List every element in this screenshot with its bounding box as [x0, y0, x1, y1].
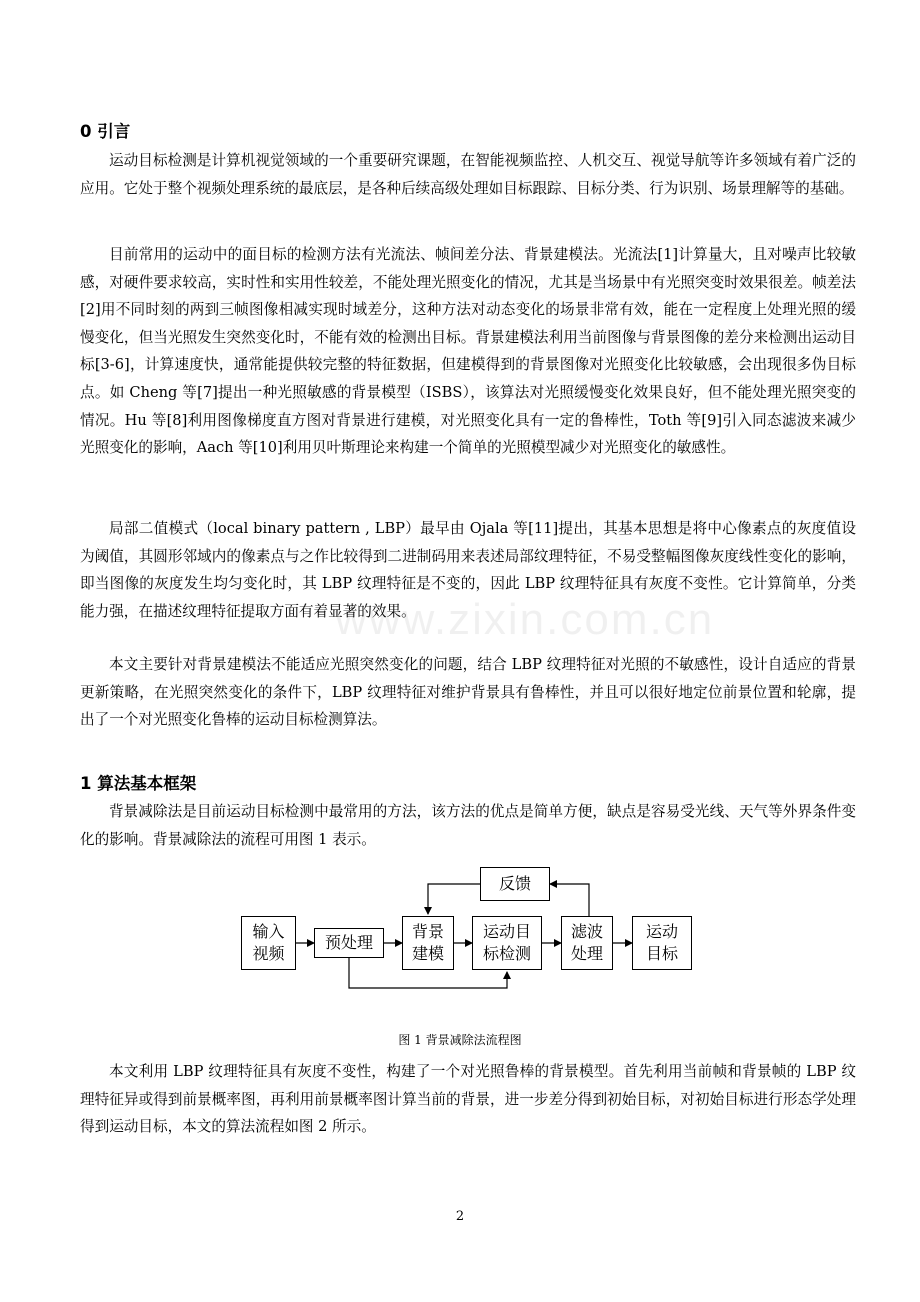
filter-process-box — [561, 916, 613, 970]
paragraph: 本文主要针对背景建模法不能适应光照突然变化的问题，结合 LBP 纹理特征对光照的不敏感性，设计自适应的背景更新策略，在光照突然变化的条件下，LBP 纹理特征对维护背景具有鲁棒性，并且可以很好地定位前景位置和轮廓，提出了一个对光照变化鲁棒的运动目标检测算法。 — [80, 656, 856, 729]
arrow-filter-feedback — [550, 884, 589, 916]
box-label: 建模 — [411, 944, 444, 963]
watermark: www.zixin.com.cn — [335, 595, 715, 644]
bg-modeling-box — [402, 916, 454, 970]
preprocess-box — [314, 928, 384, 958]
box-label: 目标 — [645, 944, 678, 963]
box-label: 反馈 — [498, 874, 531, 893]
box-label: 运动 — [645, 922, 678, 941]
box-label: 运动目 — [482, 922, 531, 941]
figure-1-caption: 图 1 背景减除法流程图 — [398, 1033, 522, 1047]
input-video-box — [241, 916, 296, 970]
box-label: 预处理 — [324, 933, 373, 952]
box-label: 视频 — [252, 944, 285, 963]
feedback-box — [480, 867, 550, 901]
section-1-heading: 1 算法基本框架 — [80, 774, 197, 793]
paragraph: 局部二值模式（local binary pattern , LBP）最早由 Ojala 等[11]提出，其基本思想是将中心像素点的灰度值设为阈值，其圆形邻域内的像素点与之作比较得到二进制码用来表述局部纹理特征，不易受整幅图像灰度线性变化的影响，即当图像的灰度发生均匀变化时，其 LBP 纹理特征是不变的，因此 LBP 纹理特征具有灰度不变性。它计算简单，分类能力强，在描述纹理特征提取方面有着显著的效果。 — [80, 520, 856, 620]
motion-target-box — [632, 916, 692, 970]
motion-detection-box — [472, 916, 542, 970]
box-label: 滤波 — [570, 922, 603, 941]
arrow-feedback-bgmodel — [428, 884, 480, 914]
box-label: 标检测 — [482, 944, 531, 963]
box-label: 输入 — [252, 922, 285, 941]
section-0-heading: 0 引言 — [80, 122, 131, 141]
paragraph: 目前常用的运动中的面目标的检测方法有光流法、帧间差分法、背景建模法。光流法[1]计算量大，且对噪声比较敏感，对硬件要求较高，实时性和实用性较差，不能处理光照变化的情况，尤其是当场景中有光照突变时效果很差。帧差法[2]用不同时刻的两到三帧图像相减实现时域差分，这种方法对动态变化的场景非常有效，能在一定程度上处理光照的缓慢变化，但当光照发生突然变化时，不能有效的检测出目标。背景建模法利用当前图像与背景图像的差分来检测出运动目标[3-6]，计算速度快，通常能提供较完整的特征数据，但建模得到的背景图像对光照变化比较敏感，会出现很多伪目标点。如 Cheng 等[7]提出一种光照敏感的背景模型（ISBS），该算法对光照缓慢变化效果良好，但不能处理光照突变的情况。Hu 等[8]利用图像梯度直方图对背景进行建模，对光照变化具有一定的鲁棒性，Toth 等[9]引入同态滤波来减少光照变化的影响，Aach 等[10]利用贝叶斯理论来构建一个简单的光照模型减少对光照变化的敏感性。 — [80, 246, 856, 457]
paragraph: 背景减除法是目前运动目标检测中最常用的方法，该方法的优点是简单方便，缺点是容易受光线、天气等外界条件变化的影响。背景减除法的流程可用图 1 表示。 — [80, 803, 856, 848]
box-label: 背景 — [411, 922, 444, 941]
paragraph: 本文利用 LBP 纹理特征具有灰度不变性，构建了一个对光照鲁棒的背景模型。首先利用当前帧和背景帧的 LBP 纹理特征异或得到前景概率图，再利用前景概率图计算当前的背景，进一步差分得到初始目标，对初始目标进行形态学处理得到运动目标，本文的算法流程如图 2 所示。 — [80, 1063, 856, 1136]
page-number: 2 — [455, 1209, 465, 1224]
box-label: 处理 — [570, 944, 603, 963]
paragraph: 运动目标检测是计算机视觉领域的一个重要研究课题，在智能视频监控、人机交互、视觉导航等许多领域有着广泛的应用。它处于整个视频处理系统的最底层，是各种后续高级处理如目标跟踪、目标分类、行为识别、场景理解等的基础。 — [80, 152, 856, 197]
